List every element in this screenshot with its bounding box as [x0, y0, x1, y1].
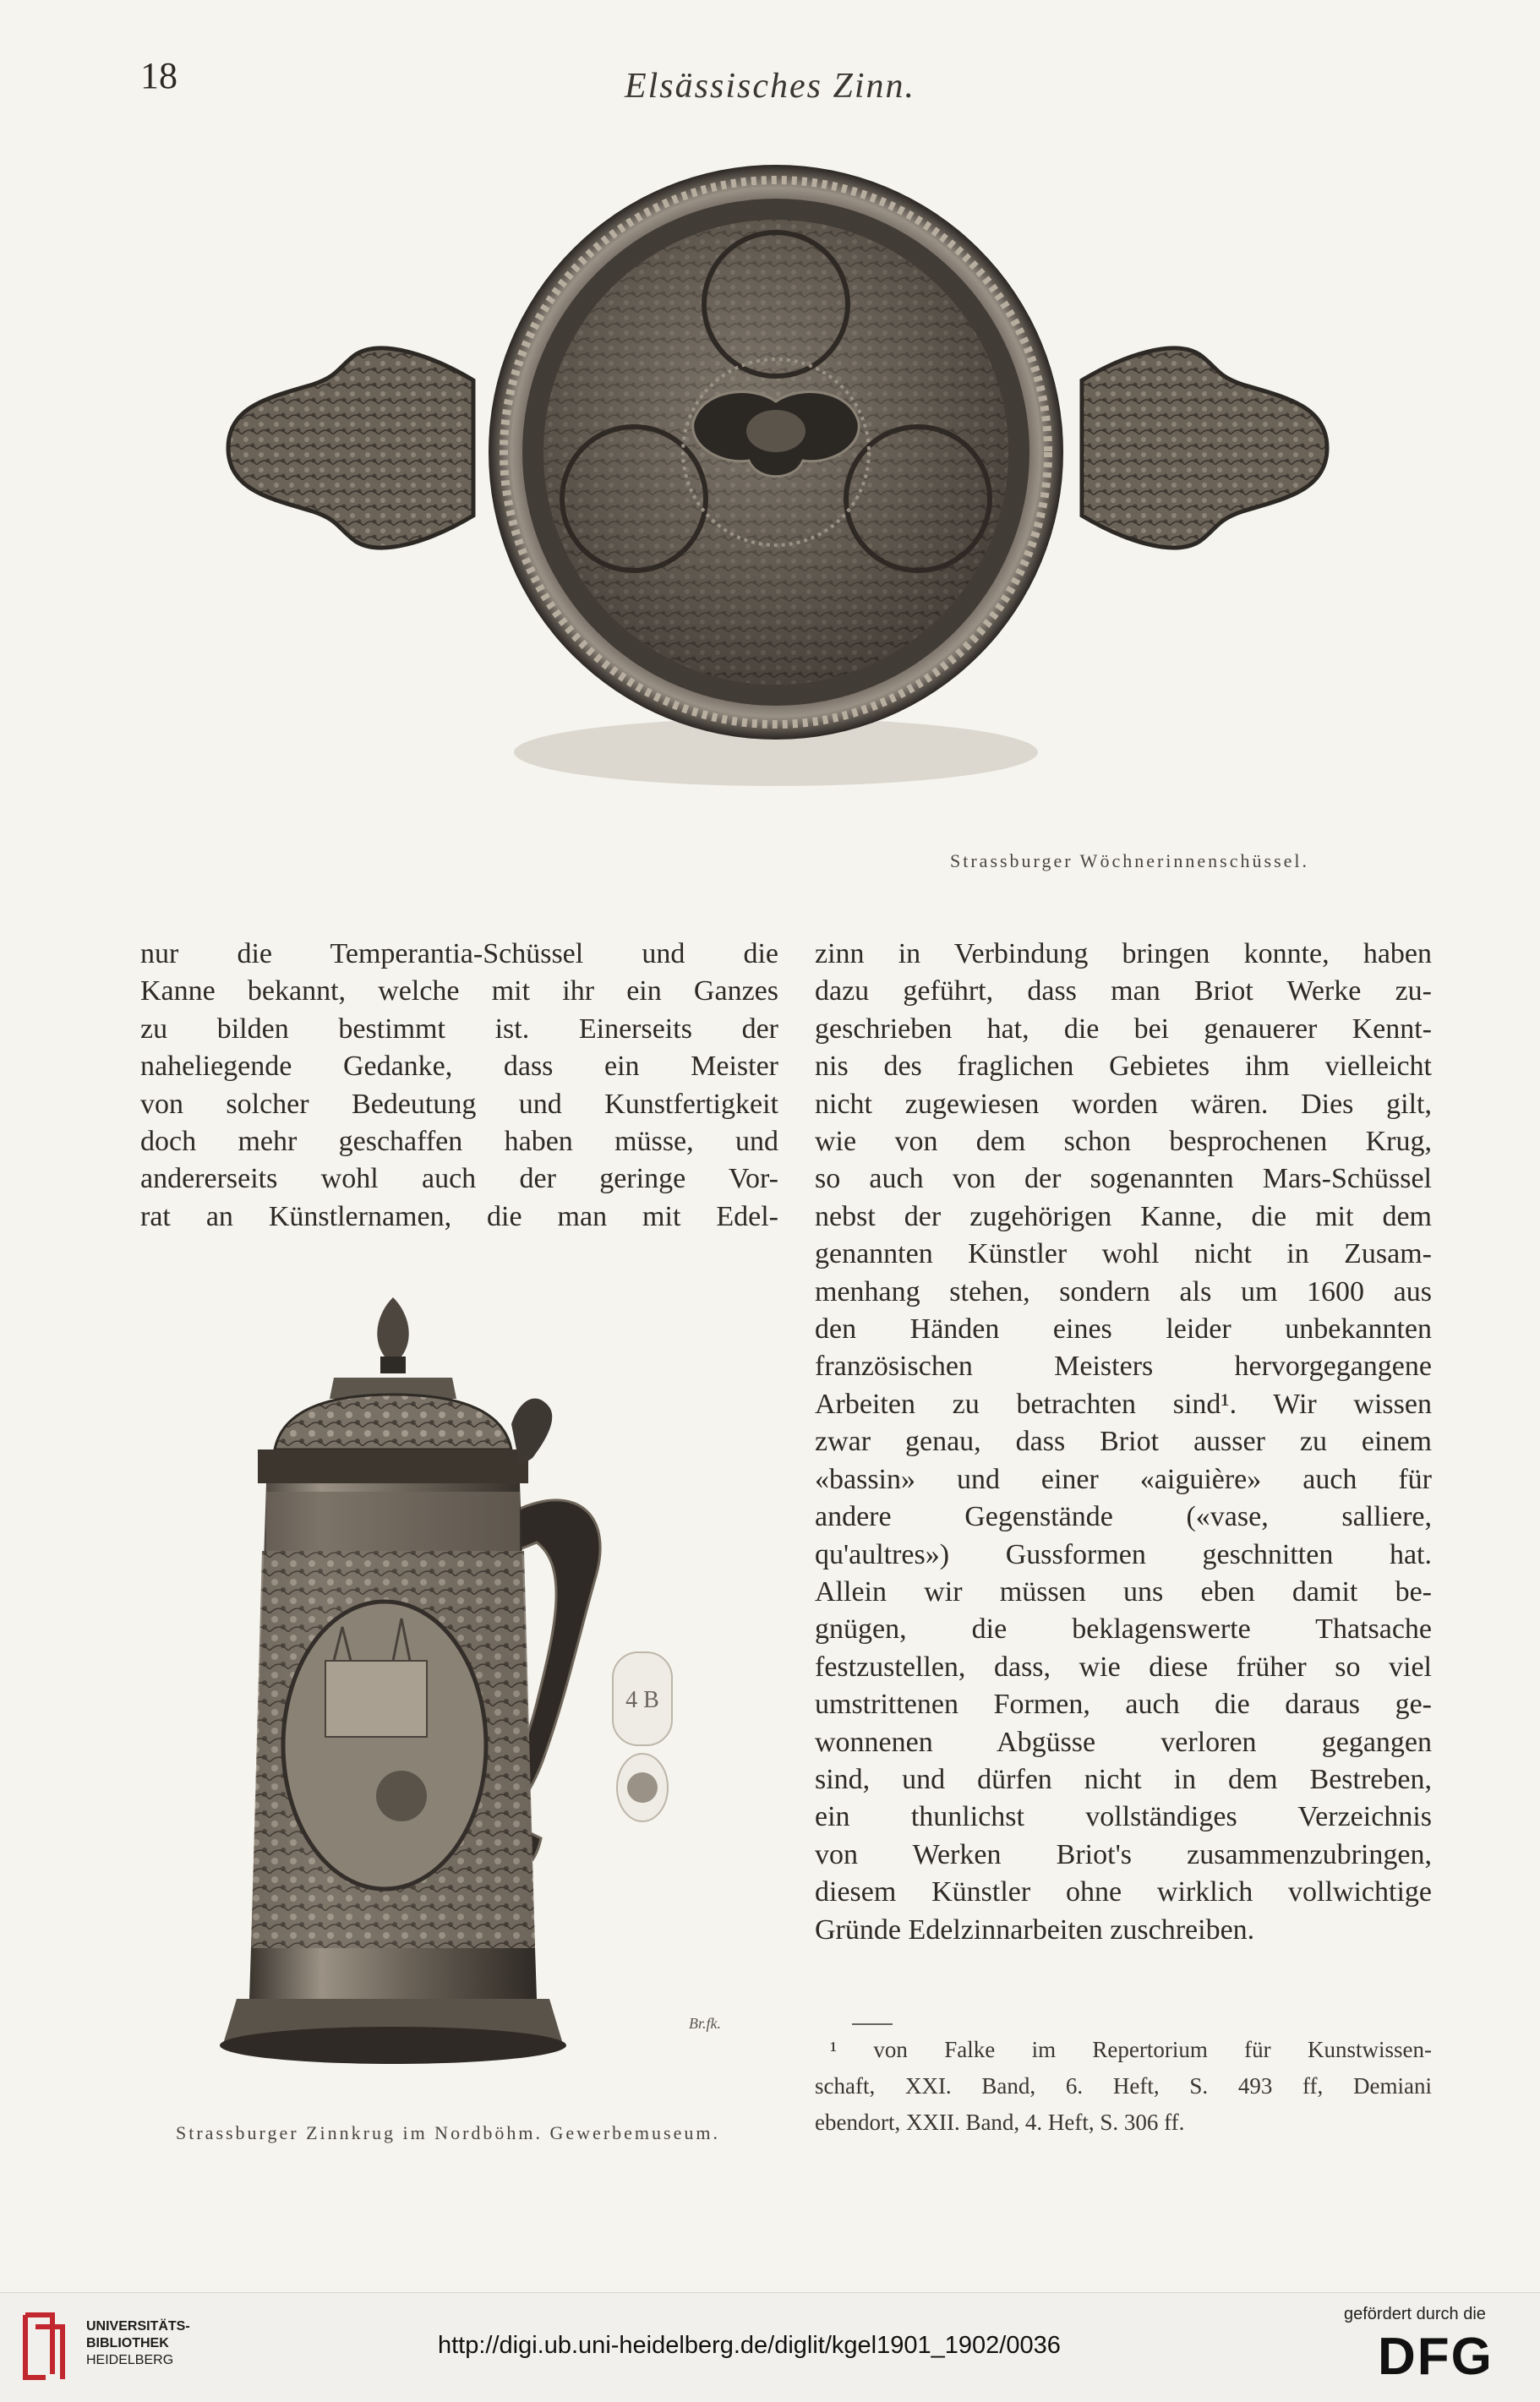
library-logo-icon	[19, 2306, 69, 2384]
engraver-signature: Br.fk.	[689, 2015, 721, 2032]
text-line: nicht zugewiesen worden wären. Dies gilt,	[815, 1088, 1432, 1120]
text-line: Allein wir müssen uns eben damit be-	[815, 1575, 1432, 1608]
text-line: nis des fraglichen Gebietes ihm vielleicht	[815, 1051, 1432, 1083]
bowl-illustration	[211, 161, 1352, 803]
text-line: sind, und dürfen nicht in dem Bestreben,	[815, 1763, 1432, 1795]
text-line: festzustellen, dass, wie diese früher so viel	[815, 1651, 1432, 1683]
text-line: umstrittenen Formen, auch die daraus ge-	[815, 1689, 1432, 1721]
text-line: nur die Temperantia-Schüssel und die	[140, 938, 778, 969]
tankard-illustration	[139, 1297, 782, 2109]
tankard-mark: 4 B	[625, 1687, 659, 1713]
text-line: französischen Meisters hervorgegangene	[815, 1351, 1432, 1383]
library-name-line: UNIVERSITÄTS-	[86, 2319, 190, 2334]
dfg-logo: DFG	[1378, 2328, 1494, 2386]
library-name	[86, 2318, 190, 2369]
text-line: so auch von der sogenannten Mars-Schüssel	[815, 1163, 1432, 1195]
bowl-right-handle	[1082, 348, 1327, 548]
library-name-line: HEIDELBERG	[86, 2353, 174, 2367]
text-line: andere Gegenstände («vase, salliere,	[815, 1501, 1432, 1533]
text-line: Arbeiten zu betrachten sind¹. Wir wissen	[815, 1388, 1432, 1420]
text-line: dazu geführt, dass man Briot Werke zu-	[815, 975, 1432, 1007]
left-column	[140, 936, 778, 1236]
text-line: qu'aultres») Gussformen geschnitten hat.	[815, 1538, 1432, 1570]
bowl-left-handle	[228, 348, 473, 548]
footnote-rule	[852, 2023, 893, 2025]
text-line: «bassin» und einer «aiguière» auch für	[815, 1463, 1432, 1495]
text-line: den Händen eines leider unbekannten	[815, 1313, 1432, 1346]
text-line: zinn in Verbindung bringen konnte, haben	[815, 938, 1432, 969]
text-line: von Werken Briot's zusammenzubringen,	[815, 1838, 1432, 1870]
text-line: gnügen, die beklagenswerte Thatsache	[815, 1613, 1432, 1646]
bowl-caption: Strassburger Wöchnerinnenschüssel.	[950, 850, 1310, 871]
text-line: naheliegende Gedanke, dass ein Meister	[140, 1051, 778, 1083]
source-url[interactable]: http://digi.ub.uni-heidelberg.de/diglit/kgel1901_1902/0036	[438, 2332, 1061, 2359]
text-line: doch mehr geschaffen haben müsse, und	[140, 1126, 778, 1158]
footnote	[815, 2032, 1432, 2141]
footnote-line: schaft, XXI. Band, 6. Heft, S. 493 ff, Demiani	[815, 2073, 1432, 2099]
footer-bar	[0, 2292, 1540, 2402]
text-line: Kanne bekannt, welche mit ihr ein Ganzes	[140, 975, 778, 1007]
text-line: genannten Künstler wohl nicht in Zusam-	[815, 1238, 1432, 1270]
tankard-caption: Strassburger Zinnkrug im Nordböhm. Gewerbemuseum.	[176, 2122, 720, 2143]
text-line: wie von dem schon besprochenen Krug,	[815, 1126, 1432, 1158]
text-line: menhang stehen, sondern als um 1600 aus	[815, 1275, 1432, 1307]
footnote-line: ¹ von Falke im Repertorium für Kunstwissen-	[830, 2037, 1432, 2062]
funding-label: gefördert durch die	[1344, 2305, 1486, 2323]
text-line: zu bilden bestimmt ist. Einerseits der	[140, 1013, 778, 1045]
tankard-finial	[377, 1297, 408, 1357]
right-column	[815, 936, 1432, 1949]
text-line: geschrieben hat, die bei genauerer Kennt-	[815, 1013, 1432, 1045]
page-number: 18	[140, 55, 177, 96]
footnote-line: ebendort, XXII. Band, 4. Heft, S. 306 ff.	[815, 2110, 1185, 2135]
text-line: von solcher Bedeutung und Kunstfertigkeit	[140, 1088, 778, 1120]
text-line: zwar genau, dass Briot ausser zu einem	[815, 1426, 1432, 1458]
running-title: Elsässisches Zinn.	[624, 67, 916, 106]
library-name-line: BIBLIOTHEK	[86, 2336, 169, 2350]
text-line: diesem Künstler ohne wirklich vollwichtige	[815, 1876, 1432, 1908]
text-line: nebst der zugehörigen Kanne, die mit dem	[815, 1200, 1432, 1232]
text-line: rat an Künstlernamen, die man mit Edel-	[140, 1200, 778, 1232]
text-line: wonnenen Abgüsse verloren gegangen	[815, 1726, 1432, 1758]
text-line: ein thunlichst vollständiges Verzeichnis	[815, 1801, 1432, 1833]
text-line: Gründe Edelzinnarbeiten zuschreiben.	[815, 1913, 1255, 1946]
text-line: andererseits wohl auch der geringe Vor-	[140, 1163, 778, 1195]
